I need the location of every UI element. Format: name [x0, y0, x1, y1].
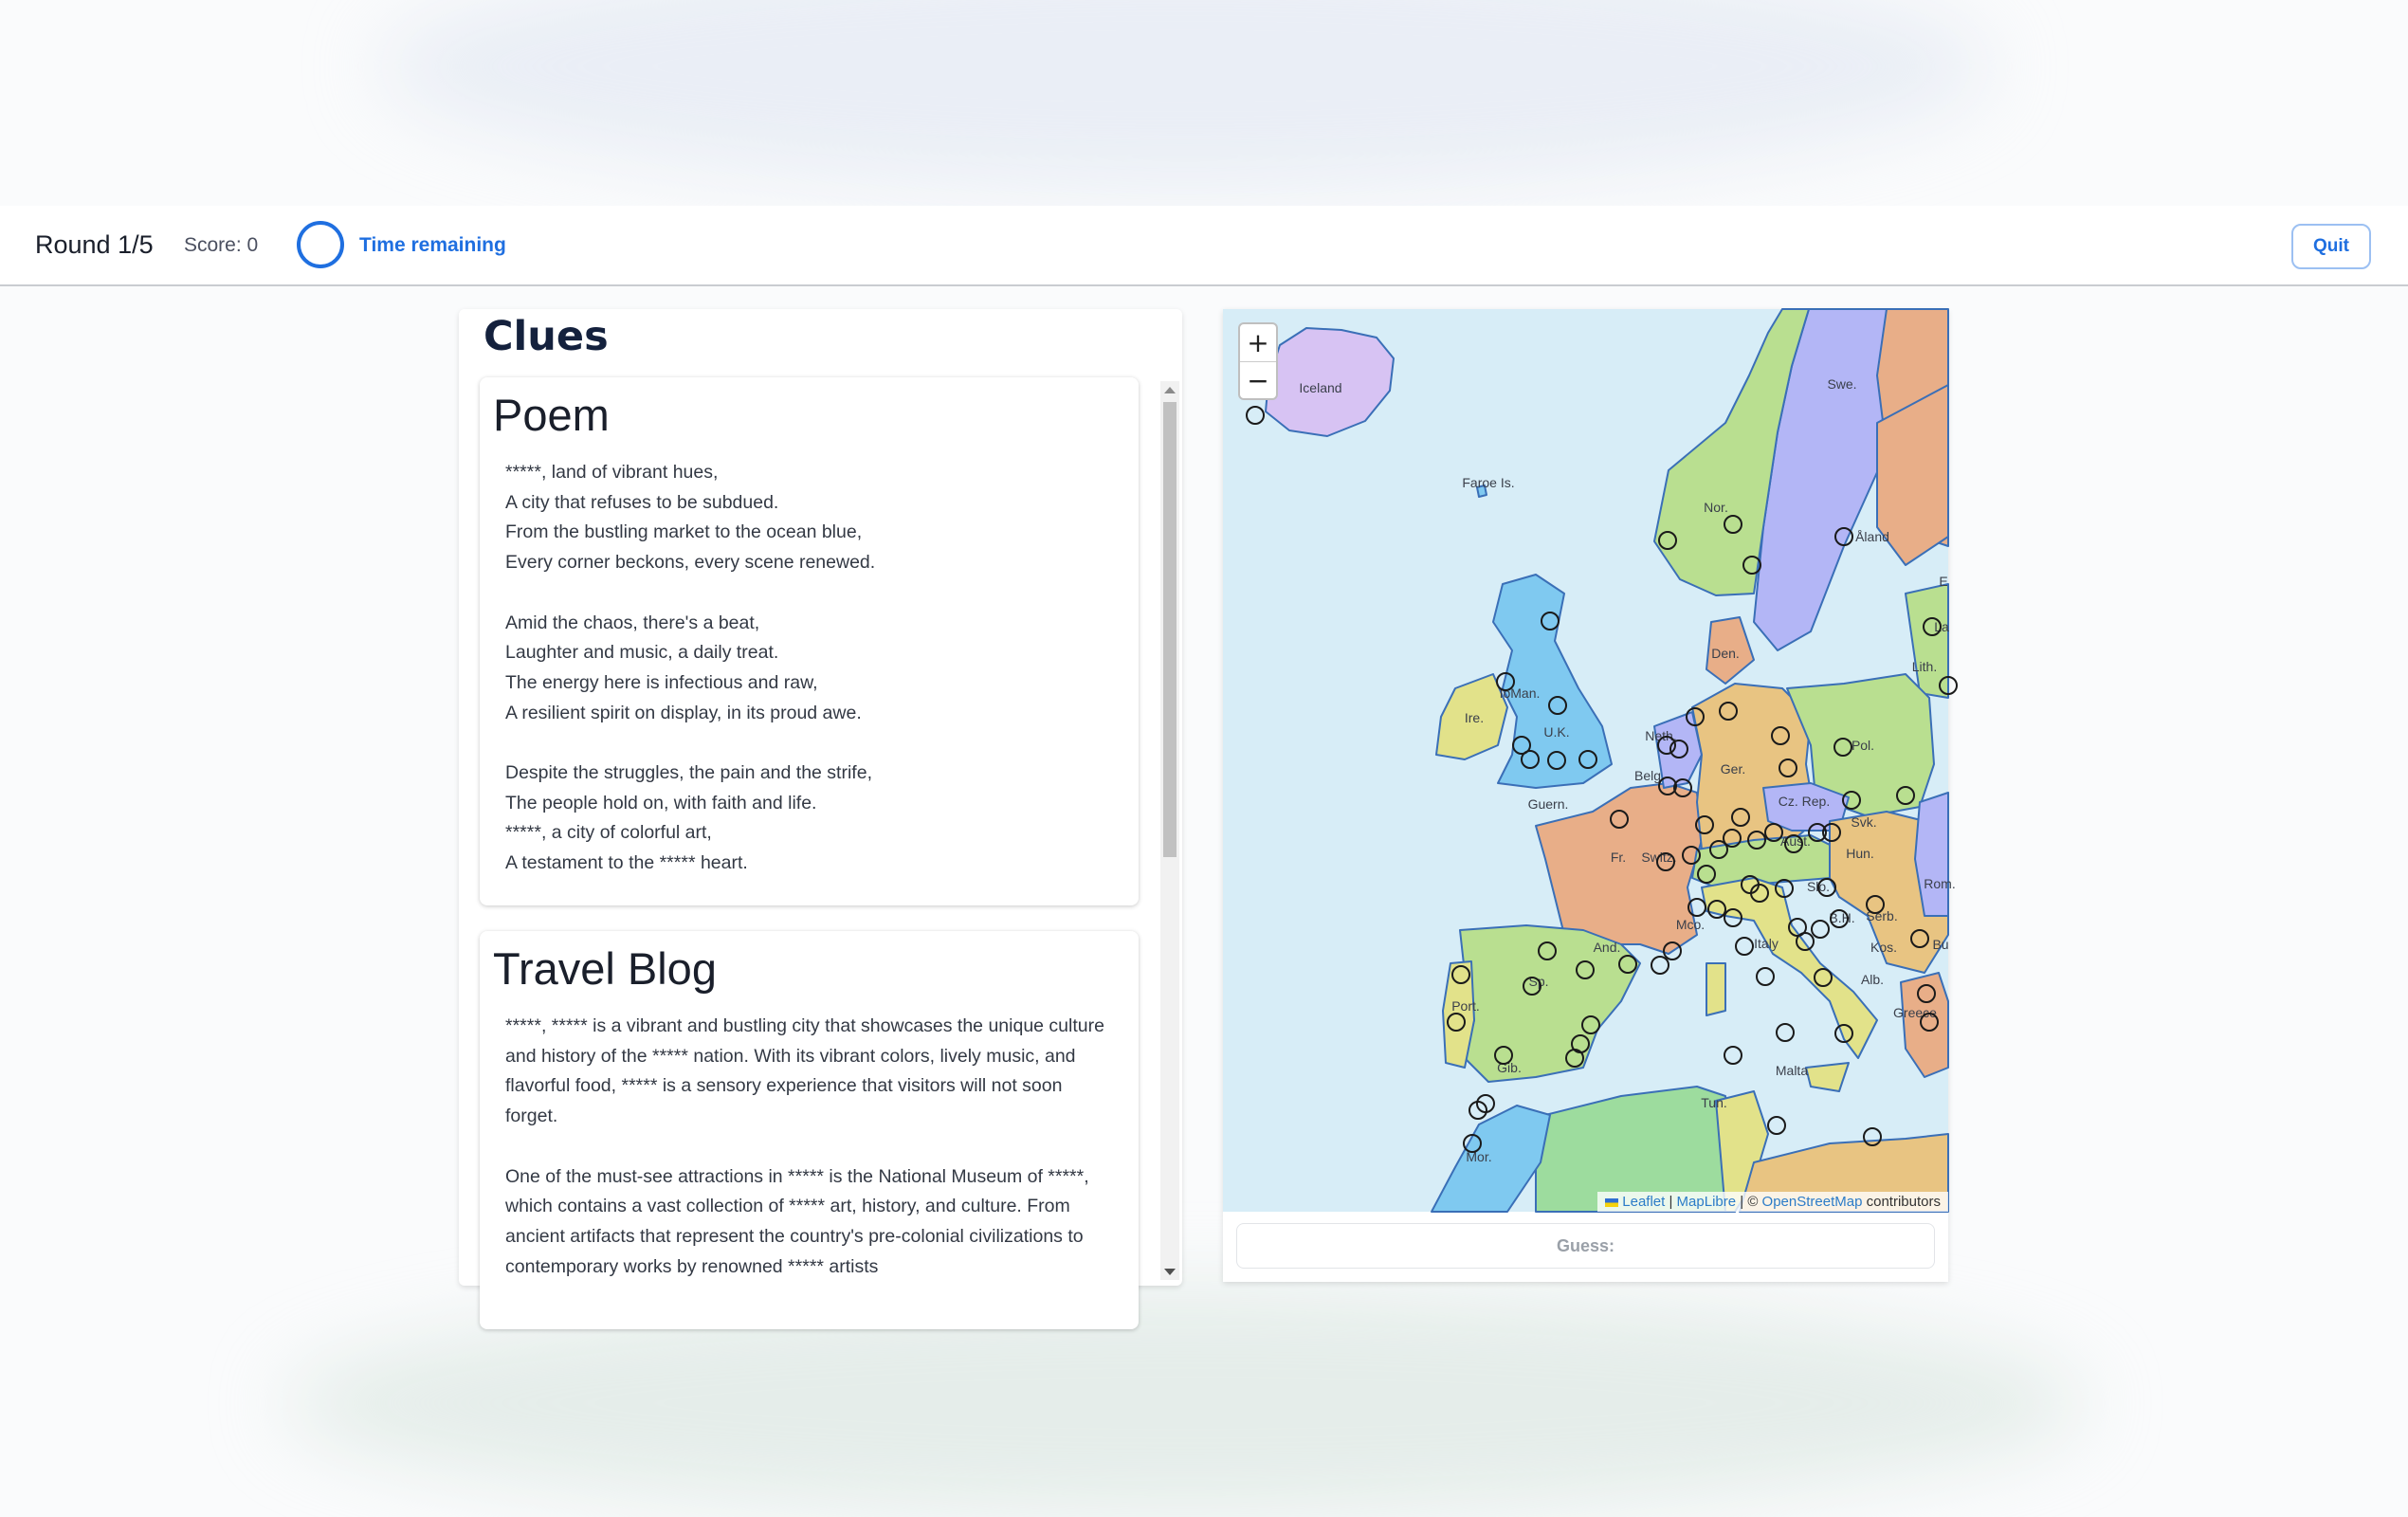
- map-label-edge-e: E: [1939, 574, 1948, 589]
- map-label-netherlands: Neth.: [1645, 728, 1677, 743]
- country-sardinia[interactable]: [1706, 963, 1725, 1015]
- city-marker[interactable]: [1768, 1117, 1785, 1134]
- map-label-bosnia: B.H.: [1829, 910, 1855, 925]
- map-label-malta: Malta: [1775, 1063, 1809, 1078]
- city-marker[interactable]: [1736, 938, 1753, 955]
- attribution-separator: |: [1665, 1194, 1677, 1210]
- leaflet-link[interactable]: Leaflet: [1622, 1194, 1666, 1210]
- attribution-separator: | ©: [1736, 1194, 1762, 1210]
- scroll-down-arrow-icon[interactable]: [1164, 1269, 1176, 1275]
- clue-card-poem: [480, 377, 1139, 905]
- clue-card-title: Travel Blog: [493, 943, 717, 994]
- map-label-faroe: Faroe Is.: [1462, 475, 1515, 490]
- quit-button[interactable]: Quit: [2291, 224, 2371, 269]
- scrollbar-thumb[interactable]: [1163, 402, 1177, 857]
- map-attribution: [1597, 1192, 1948, 1212]
- clue-card-body: *****, ***** is a vibrant and bustling city that showcases the unique culture and history of the ***** nation. With its vibrant colors, lively music, and flavorful food, ***** is a sensory experience that visitors will not soon forget. One of the must-see attractions in ***** is the National Museum of *****, which contains a vast collection of ***** art, history, and culture. From ancient artifacts that represent the country's pre-colonial civilizations to contemporary works by renowned ***** artists: [505, 1015, 1104, 1277]
- map-label-czech-republic: Cz. Rep.: [1778, 794, 1831, 809]
- map-label-edge-la: La: [1934, 619, 1949, 634]
- map-label-uk: U.K.: [1543, 724, 1570, 740]
- guess-button[interactable]: Guess:: [1236, 1223, 1935, 1269]
- map-label-austria: Aust.: [1780, 833, 1811, 849]
- europe-map[interactable]: [1223, 309, 1956, 1212]
- map-label-hungary: Hun.: [1846, 846, 1874, 861]
- map-label-morocco: Mor.: [1466, 1149, 1492, 1164]
- clue-card-title: Poem: [493, 390, 610, 440]
- map-label-norway: Nor.: [1704, 500, 1728, 515]
- city-marker[interactable]: [1777, 1024, 1794, 1041]
- map-label-greece: Greece: [1893, 1005, 1937, 1020]
- country-greece[interactable]: [1901, 973, 1948, 1077]
- clues-scroll-area[interactable]: [459, 379, 1182, 1286]
- map-label-portugal: Port.: [1451, 998, 1480, 1014]
- map-label-spain: Sp.: [1528, 974, 1549, 989]
- zoom-in-button[interactable]: +: [1247, 327, 1269, 358]
- clues-panel: [459, 309, 1182, 1286]
- zoom-control: [1238, 322, 1278, 400]
- city-marker[interactable]: [1247, 407, 1264, 424]
- map-label-tunisia: Tun.: [1701, 1095, 1727, 1110]
- city-marker[interactable]: [1757, 968, 1774, 985]
- map-panel: [1223, 309, 1956, 1282]
- background-blob: [379, 0, 1991, 190]
- country-sicily[interactable]: [1806, 1063, 1849, 1091]
- map-label-germany: Ger.: [1720, 761, 1746, 777]
- openstreetmap-link[interactable]: OpenStreetMap: [1761, 1194, 1863, 1210]
- city-marker[interactable]: [1812, 921, 1829, 938]
- map-label-andorra: And.: [1593, 940, 1621, 955]
- map-label-belgium: Belg.: [1634, 768, 1665, 783]
- maplibre-link[interactable]: MapLibre: [1676, 1194, 1737, 1210]
- map-label-lithuania: Lith.: [1911, 659, 1938, 674]
- map-label-ireland: Ire.: [1464, 710, 1485, 725]
- map-label-france: Fr.: [1610, 850, 1627, 865]
- map-label-kosovo: Kos.: [1870, 940, 1898, 955]
- map-label-serbia: Serb.: [1866, 908, 1898, 923]
- map-label-slovakia: Svk.: [1851, 814, 1877, 830]
- map-label-sweden: Swe.: [1827, 376, 1857, 392]
- scroll-up-arrow-icon[interactable]: [1164, 387, 1176, 393]
- map-label-romania: Rom.: [1924, 876, 1956, 891]
- round-indicator: Round 1/5: [35, 230, 154, 259]
- map-label-albania: Alb.: [1860, 972, 1885, 987]
- clues-title: Clues: [483, 313, 609, 360]
- score-indicator: Score: 0: [184, 233, 259, 256]
- ukraine-flag-icon: [1605, 1198, 1618, 1207]
- time-remaining-label: Time remaining: [359, 233, 506, 256]
- map-label-switzerland: Switz.: [1641, 850, 1677, 865]
- country-uk[interactable]: [1493, 575, 1612, 788]
- clue-card-travel-blog: [480, 931, 1139, 1329]
- map-label-isle-of-man: IoMan.: [1499, 685, 1541, 701]
- map-label-guernsey: Guern.: [1527, 796, 1569, 812]
- map-label-denmark: Den.: [1711, 646, 1740, 661]
- map-canvas[interactable]: [1223, 309, 1956, 1212]
- timer-ring-icon: [296, 220, 345, 269]
- map-label-iceland: Iceland: [1299, 380, 1342, 395]
- map-label-bulgaria: Bu: [1932, 937, 1949, 952]
- map-label-monaco: Mco.: [1675, 917, 1706, 932]
- map-label-poland: Pol.: [1851, 738, 1875, 753]
- map-label-italy: Italy: [1754, 936, 1779, 951]
- map-label-slovenia: Slo.: [1806, 879, 1831, 894]
- map-label-gibraltar: Gib.: [1497, 1060, 1522, 1075]
- attribution-tail: contributors: [1862, 1194, 1941, 1210]
- game-header: [0, 206, 2408, 286]
- zoom-out-button[interactable]: −: [1240, 361, 1276, 399]
- clue-card-body: *****, land of vibrant hues, A city that refuses to be subdued. From the bustling market to the ocean blue, Every corner beckons, every scene renewed. Amid the chaos, there's a beat, Laughter and music, a daily treat. The energy here is infectious and raw, A resilient spirit on display, in its proud awe. Despite the struggles, the pain and the strife, The people hold on, with faith and life. *****, a city of colorful art, A testament to the ***** heart.: [505, 462, 876, 874]
- city-marker[interactable]: [1724, 1047, 1742, 1064]
- clues-scrollbar[interactable]: [1160, 381, 1179, 1280]
- city-marker[interactable]: [1651, 957, 1669, 974]
- map-label-aland: Åland: [1855, 529, 1889, 544]
